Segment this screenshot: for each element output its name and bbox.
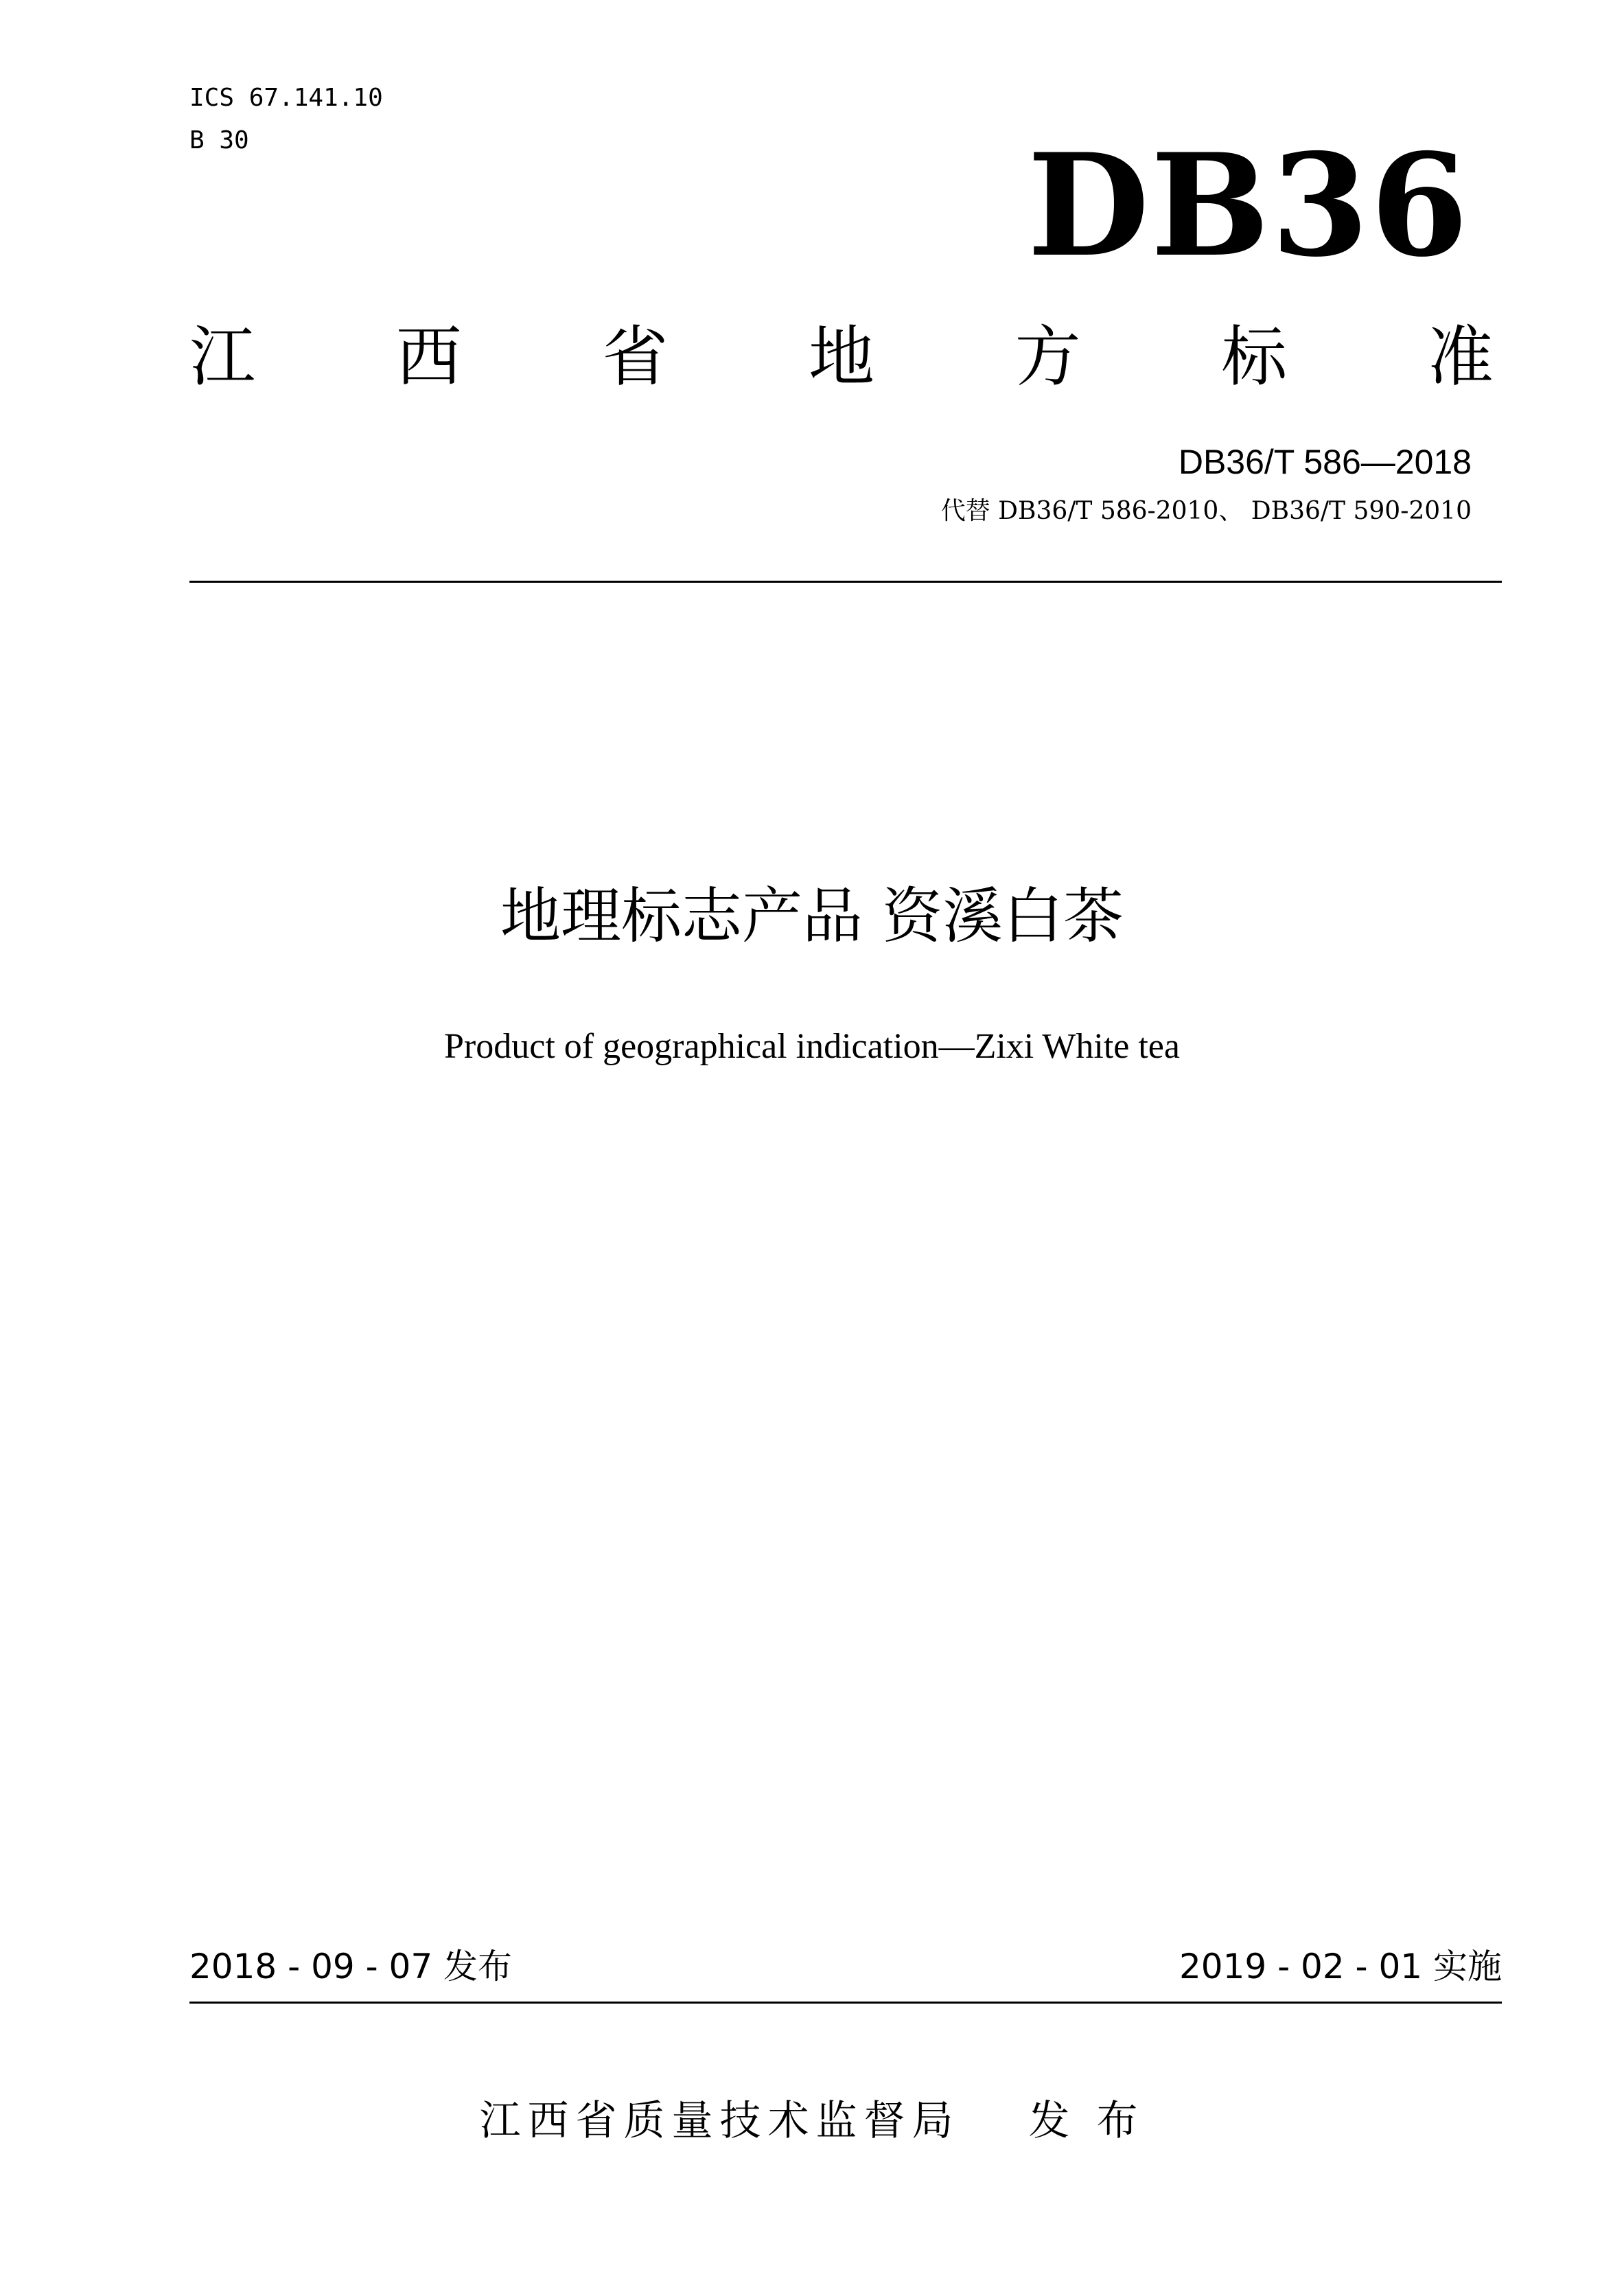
top-divider xyxy=(189,581,1502,583)
ics-number: ICS 67.141.10 xyxy=(189,84,383,112)
standard-number: DB36/T 586—2018 xyxy=(1178,443,1472,481)
standard-type-char: 方 xyxy=(1014,318,1081,395)
publisher-line xyxy=(0,2094,1624,2148)
publisher-action: 发 布 xyxy=(1028,2097,1145,2145)
implementation-date: 2019 - 02 - 01 实施 xyxy=(1179,1947,1502,1986)
replaces-note: 代替 DB36/T 586-2010、 DB36/T 590-2010 xyxy=(940,497,1472,525)
standard-type-char: 准 xyxy=(1427,318,1494,395)
standard-type-heading xyxy=(189,316,1494,398)
bottom-divider xyxy=(189,2002,1502,2004)
document-title-chinese: 地理标志产品 资溪白茶 xyxy=(500,881,1124,951)
standard-type-char: 地 xyxy=(808,318,874,395)
issue-date: 2018 - 09 - 07 发布 xyxy=(189,1947,513,1986)
standard-type-char: 省 xyxy=(602,318,669,395)
standard-code: DB36 xyxy=(1027,124,1470,288)
standard-type-char: 江 xyxy=(189,318,255,395)
document-title-english: Product of geographical indication—Zixi White tea xyxy=(444,1027,1180,1066)
publisher-name: 江西省质量技术监督局 xyxy=(479,2097,960,2145)
standard-type-char: 西 xyxy=(395,318,462,395)
ccs-number: B 30 xyxy=(189,126,249,154)
standard-type-char: 标 xyxy=(1221,318,1288,395)
